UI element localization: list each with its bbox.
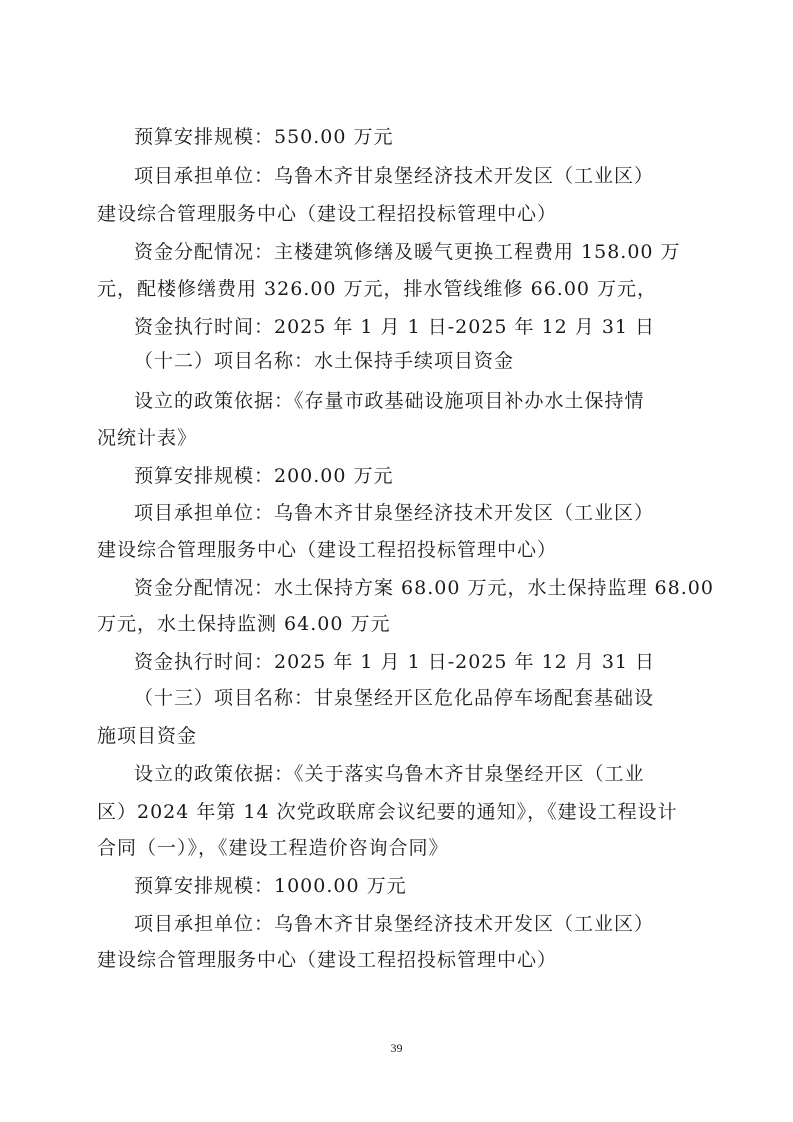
undertaking-unit-13-line1: 项目承担单位：乌鲁木齐甘泉堡经济技术开发区（工业区） — [134, 913, 655, 935]
undertaking-unit-11-line1: 项目承担单位：乌鲁木齐甘泉堡经济技术开发区（工业区） — [134, 165, 655, 187]
execution-time-11: 资金执行时间：2025 年 1 月 1 日-2025 年 12 月 31 日 — [134, 316, 656, 338]
policy-basis-13-line1: 设立的政策依据：《关于落实乌鲁木齐甘泉堡经开区（工业 — [134, 763, 645, 785]
fund-allocation-11-line1: 资金分配情况：主楼建筑修缮及暖气更换工程费用 158.00 万 — [134, 241, 681, 263]
budget-scale-12: 预算安排规模：200.00 万元 — [134, 465, 394, 487]
policy-basis-13-line2: 区）2024 年第 14 次党政联席会议纪要的通知》，《建设工程设计 — [97, 801, 678, 823]
budget-scale-11: 预算安排规模：550.00 万元 — [134, 126, 394, 148]
budget-scale-13: 预算安排规模：1000.00 万元 — [134, 875, 407, 897]
fund-allocation-12-line2: 万元，水土保持监测 64.00 万元 — [97, 613, 391, 635]
project-heading-13-line1: （十三）项目名称：甘泉堡经开区危化品停车场配套基础设 — [134, 687, 655, 709]
policy-basis-13-line3: 合同（一）》，《建设工程造价咨询合同》 — [97, 837, 449, 859]
project-heading-13-line2: 施项目资金 — [97, 725, 198, 747]
undertaking-unit-12-line1: 项目承担单位：乌鲁木齐甘泉堡经济技术开发区（工业区） — [134, 502, 655, 524]
project-heading-12: （十二）项目名称：水土保持手续项目资金 — [134, 350, 515, 372]
policy-basis-12-line1: 设立的政策依据：《存量市政基础设施项目补办水土保持情 — [134, 390, 645, 412]
page-number: 39 — [390, 1041, 403, 1055]
policy-basis-12-line2: 况统计表》 — [97, 427, 198, 449]
fund-allocation-12-line1: 资金分配情况：水土保持方案 68.00 万元，水土保持监理 68.00 — [134, 577, 714, 599]
execution-time-12: 资金执行时间：2025 年 1 月 1 日-2025 年 12 月 31 日 — [134, 651, 656, 673]
fund-allocation-11-line2: 元，配楼修缮费用 326.00 万元，排水管线维修 66.00 万元， — [97, 278, 658, 300]
undertaking-unit-11-line2: 建设综合管理服务中心（建设工程招投标管理中心） — [97, 203, 558, 225]
undertaking-unit-12-line2: 建设综合管理服务中心（建设工程招投标管理中心） — [97, 539, 558, 561]
undertaking-unit-13-line2: 建设综合管理服务中心（建设工程招投标管理中心） — [97, 949, 558, 971]
